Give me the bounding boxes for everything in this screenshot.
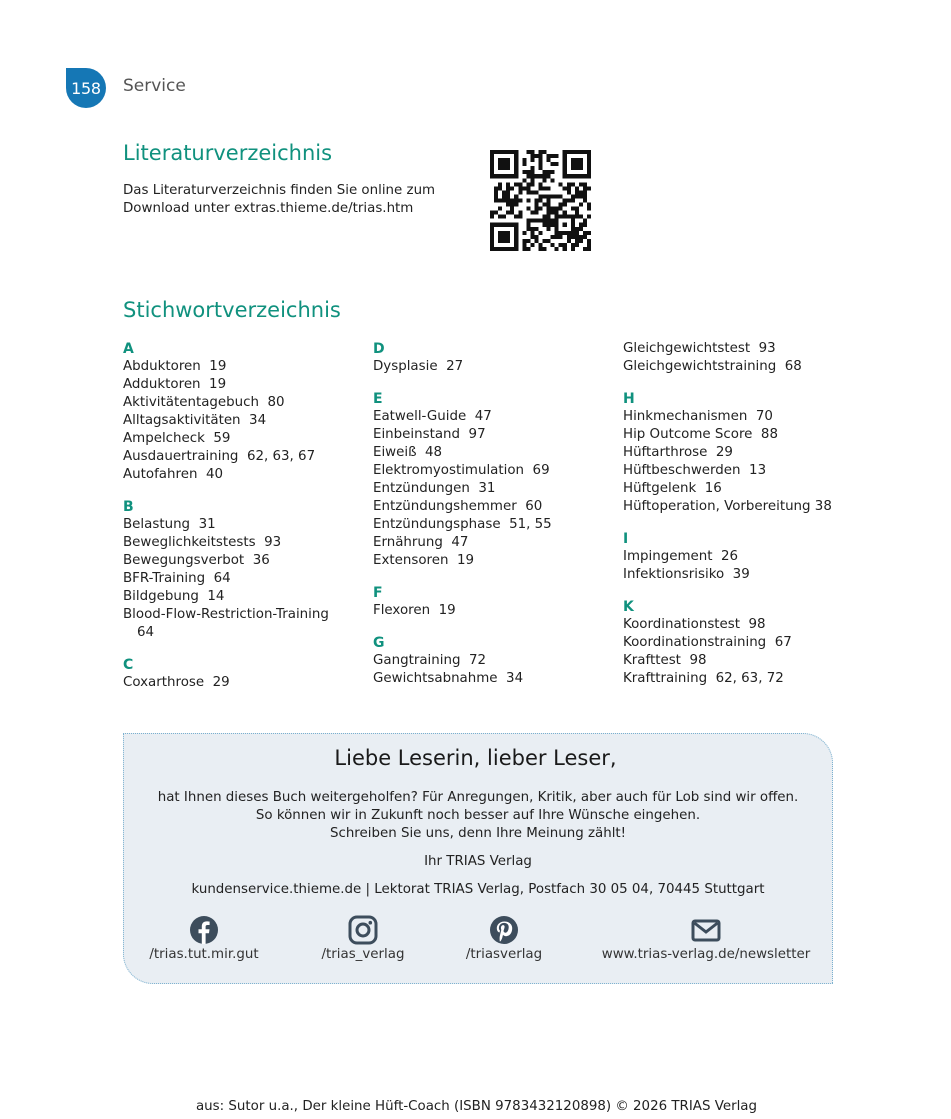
index-entry: Eatwell-Guide 47	[373, 409, 492, 424]
index-entry: Koordinationstraining 67	[623, 635, 792, 650]
social-label: /triasverlag	[465, 947, 543, 962]
index-letter-group	[623, 598, 863, 688]
index-entry: Infektionsrisiko 39	[623, 567, 750, 582]
index-entry: Abduktoren 19	[123, 359, 227, 374]
reader-box-contact[interactable]: kundenservice.thieme.de | Lektorat TRIAS Verlag, Postfach 30 05 04, 70445 Stuttgart	[191, 882, 765, 897]
index-column-2	[373, 340, 613, 702]
social-newsletter[interactable]	[600, 915, 812, 962]
index-entry: Hinkmechanismen 70	[623, 409, 773, 424]
index-entry: Ampelcheck 59	[123, 431, 231, 446]
index-entry: Dysplasie 27	[373, 359, 464, 374]
index-entry: Entzündungsphase 51, 55	[373, 517, 552, 532]
reader-box-signature: Ihr TRIAS Verlag	[424, 854, 532, 869]
page-footer-citation: aus: Sutor u.a., Der kleine Hüft-Coach (ISBN 9783432120898) © 2026 TRIAS Verlag	[195, 1099, 758, 1114]
index-entry: Entzündungshemmer 60	[373, 499, 543, 514]
index-letter-heading: D	[373, 341, 385, 357]
index-letter-heading: E	[373, 391, 383, 407]
index-entry: Einbeinstand 97	[373, 427, 486, 442]
mail-icon	[691, 915, 721, 945]
index-entry: Gewichtsabnahme 34	[373, 671, 524, 686]
index-entry: Coxarthrose 29	[123, 675, 230, 690]
literature-text	[123, 182, 435, 218]
qr-code[interactable]	[490, 150, 591, 251]
index-entry: Krafttraining 62, 63, 72	[623, 671, 784, 686]
index-entry: Eiweiß 48	[373, 445, 443, 460]
index-entry: Entzündungen 31	[373, 481, 496, 496]
index-entry: Gleichgewichtstraining 68	[623, 359, 802, 374]
index-entry: Flexoren 19	[373, 603, 456, 618]
index-entry: Bewegungsverbot 36	[123, 553, 270, 568]
index-entry: Autofahren 40	[123, 467, 223, 482]
reader-box-line: Schreiben Sie uns, denn Ihre Meinung zählt!	[329, 826, 627, 841]
index-letter-group	[373, 584, 613, 620]
literature-line[interactable]: Download unter extras.thieme.de/trias.htm	[123, 201, 414, 216]
index-entry: Blood-Flow-Restriction-Training 64	[123, 607, 329, 640]
index-entry: Ausdauertraining 62, 63, 67	[123, 449, 316, 464]
index-letter-group	[373, 390, 613, 570]
index-entry: Hip Outcome Score 88	[623, 427, 778, 442]
index-letter-group	[123, 498, 363, 642]
index-letter-heading: A	[123, 341, 134, 357]
page-number-badge: 158	[66, 68, 106, 108]
index-entry: Beweglichkeitstests 93	[123, 535, 282, 550]
index-letter-heading: I	[623, 531, 629, 547]
index-letter-heading: H	[623, 391, 635, 407]
index-entry: Gangtraining 72	[373, 653, 486, 668]
index-entry: Hüftgelenk 16	[623, 481, 722, 496]
index-letter-heading: G	[373, 635, 385, 651]
index-column-1	[123, 340, 363, 706]
index-entry: Alltagsaktivitäten 34	[123, 413, 267, 428]
social-facebook[interactable]	[147, 915, 261, 962]
social-pinterest[interactable]	[459, 915, 549, 962]
index-entry: Extensoren 19	[373, 553, 475, 568]
index-letter-group	[373, 634, 613, 688]
reader-box-line: hat Ihnen dieses Buch weitergeholfen? Für Anregungen, Kritik, aber auch für Lob sind wir offen.	[157, 790, 799, 805]
index-column-3	[623, 340, 863, 702]
index-entry: Koordinationstest 98	[623, 617, 766, 632]
index-letter-heading: K	[623, 599, 634, 615]
index-letter-heading: B	[123, 499, 134, 515]
social-label: /trias_verlag	[321, 947, 405, 962]
reader-box-title: Liebe Leserin, lieber Leser,	[334, 746, 617, 770]
index-letter-group	[373, 340, 613, 376]
social-label: /trias.tut.mir.gut	[149, 947, 259, 962]
social-instagram[interactable]	[313, 915, 413, 962]
index-letter-heading: F	[373, 585, 383, 601]
instagram-icon	[348, 915, 378, 945]
index-entry: Adduktoren 19	[123, 377, 227, 392]
index-entry: Gleichgewichtstest 93	[623, 341, 776, 356]
index-letter-heading: C	[123, 657, 134, 673]
social-label: www.trias-verlag.de/newsletter	[601, 947, 811, 962]
index-letter-group	[623, 340, 863, 376]
index-entry: Hüftarthrose 29	[623, 445, 733, 460]
index-letter-group	[123, 656, 363, 692]
index-entry: Ernährung 47	[373, 535, 469, 550]
running-head: Service	[123, 76, 186, 96]
index-entry: BFR-Training 64	[123, 571, 231, 586]
index-entry: Aktivitätentagebuch 80	[123, 395, 285, 410]
index-entry: Elektromyostimulation 69	[373, 463, 550, 478]
index-entry: Hüftbeschwerden 13	[623, 463, 767, 478]
literature-line: Das Literaturverzeichnis finden Sie online zum	[123, 183, 436, 198]
literature-title: Literaturverzeichnis	[123, 141, 333, 165]
index-entry: Bildgebung 14	[123, 589, 225, 604]
facebook-icon	[189, 915, 219, 945]
index-entry: Krafttest 98	[623, 653, 707, 668]
index-entry: Hüftoperation, Vorbereitung 38	[623, 499, 832, 514]
index-letter-group	[623, 390, 863, 516]
index-letter-group	[123, 340, 363, 484]
pinterest-icon	[489, 915, 519, 945]
reader-box-line: So können wir in Zukunft noch besser auf Ihre Wünsche eingehen.	[255, 808, 701, 823]
index-entry: Belastung 31	[123, 517, 216, 532]
index-letter-group	[623, 530, 863, 584]
index-entry: Impingement 26	[623, 549, 739, 564]
index-title: Stichwortverzeichnis	[123, 298, 341, 322]
